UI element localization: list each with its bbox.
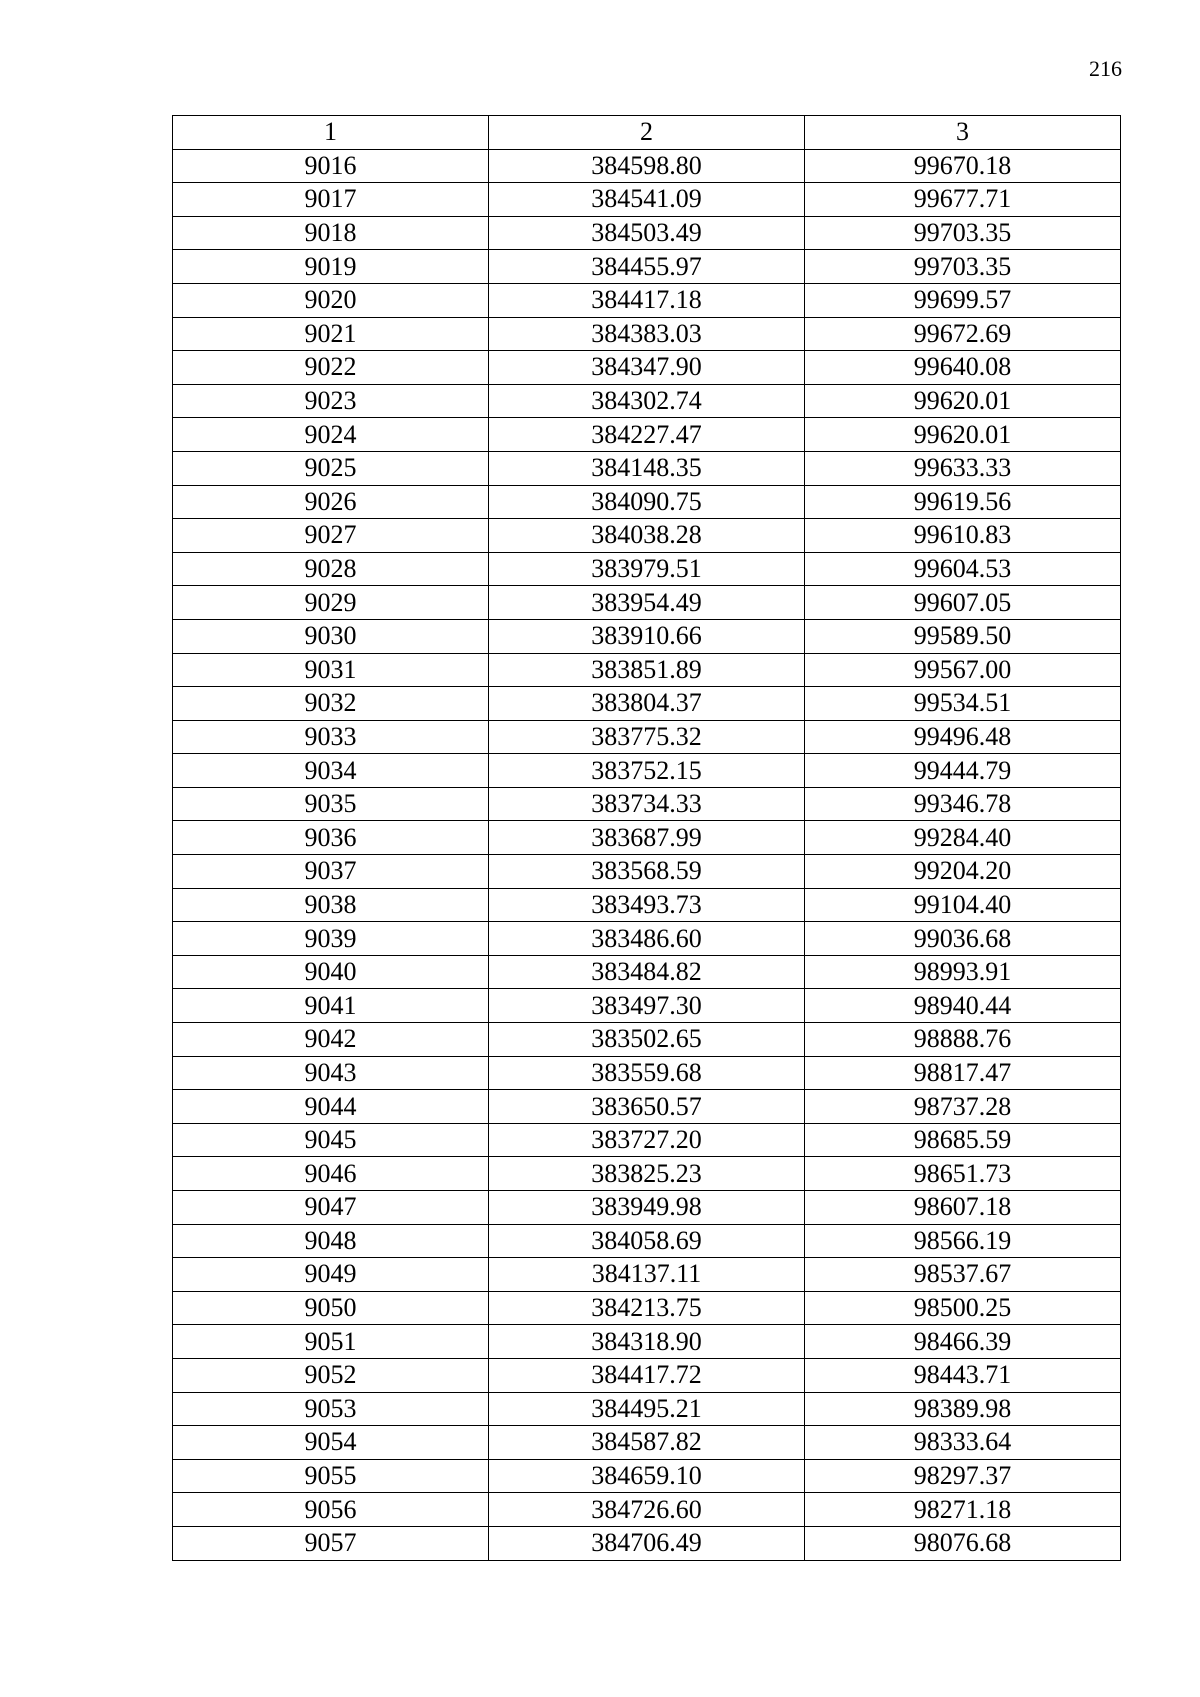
y-coordinate-cell: 98271.18 — [805, 1493, 1121, 1527]
y-coordinate-cell: 99620.01 — [805, 418, 1121, 452]
y-coordinate-cell: 99677.71 — [805, 183, 1121, 217]
point-number-cell: 9050 — [173, 1291, 489, 1325]
column-header: 2 — [489, 116, 805, 150]
y-coordinate-cell: 99640.08 — [805, 351, 1121, 385]
point-number-cell: 9045 — [173, 1123, 489, 1157]
table-row — [173, 1358, 1121, 1392]
y-coordinate-cell: 98389.98 — [805, 1392, 1121, 1426]
y-coordinate-cell: 99567.00 — [805, 653, 1121, 687]
point-number-cell: 9020 — [173, 283, 489, 317]
table-row — [173, 283, 1121, 317]
point-number-cell: 9026 — [173, 485, 489, 519]
table-row — [173, 1493, 1121, 1527]
point-number-cell: 9032 — [173, 687, 489, 721]
point-number-cell: 9041 — [173, 989, 489, 1023]
x-coordinate-cell: 384598.80 — [489, 149, 805, 183]
table-row — [173, 586, 1121, 620]
x-coordinate-cell: 384383.03 — [489, 317, 805, 351]
x-coordinate-cell: 383752.15 — [489, 754, 805, 788]
y-coordinate-cell: 98443.71 — [805, 1358, 1121, 1392]
point-number-cell: 9028 — [173, 552, 489, 586]
table-row — [173, 1191, 1121, 1225]
y-coordinate-cell: 99204.20 — [805, 855, 1121, 889]
y-coordinate-cell: 98297.37 — [805, 1459, 1121, 1493]
point-number-cell: 9046 — [173, 1157, 489, 1191]
x-coordinate-cell: 383650.57 — [489, 1090, 805, 1124]
x-coordinate-cell: 384587.82 — [489, 1426, 805, 1460]
table-header-row — [173, 116, 1121, 150]
column-header: 1 — [173, 116, 489, 150]
x-coordinate-cell: 383484.82 — [489, 955, 805, 989]
table-row — [173, 1459, 1121, 1493]
table-row — [173, 888, 1121, 922]
table-row — [173, 183, 1121, 217]
x-coordinate-cell: 384417.18 — [489, 283, 805, 317]
x-coordinate-cell: 384302.74 — [489, 384, 805, 418]
table-row — [173, 619, 1121, 653]
table-row — [173, 552, 1121, 586]
table-row — [173, 485, 1121, 519]
y-coordinate-cell: 99620.01 — [805, 384, 1121, 418]
y-coordinate-cell: 98500.25 — [805, 1291, 1121, 1325]
x-coordinate-cell: 383559.68 — [489, 1056, 805, 1090]
x-coordinate-cell: 383497.30 — [489, 989, 805, 1023]
x-coordinate-cell: 384726.60 — [489, 1493, 805, 1527]
x-coordinate-cell: 383734.33 — [489, 787, 805, 821]
table-row — [173, 821, 1121, 855]
y-coordinate-cell: 99036.68 — [805, 922, 1121, 956]
y-coordinate-cell: 99610.83 — [805, 519, 1121, 553]
table-row — [173, 1291, 1121, 1325]
table-row — [173, 1157, 1121, 1191]
x-coordinate-cell: 384090.75 — [489, 485, 805, 519]
table-row — [173, 922, 1121, 956]
point-number-cell: 9055 — [173, 1459, 489, 1493]
column-header: 3 — [805, 116, 1121, 150]
y-coordinate-cell: 98607.18 — [805, 1191, 1121, 1225]
point-number-cell: 9029 — [173, 586, 489, 620]
y-coordinate-cell: 99619.56 — [805, 485, 1121, 519]
x-coordinate-cell: 384137.11 — [489, 1258, 805, 1292]
table-row — [173, 1056, 1121, 1090]
y-coordinate-cell: 99672.69 — [805, 317, 1121, 351]
table-row — [173, 855, 1121, 889]
x-coordinate-cell: 384706.49 — [489, 1526, 805, 1560]
point-number-cell: 9036 — [173, 821, 489, 855]
point-number-cell: 9054 — [173, 1426, 489, 1460]
x-coordinate-cell: 383775.32 — [489, 720, 805, 754]
table-row — [173, 1426, 1121, 1460]
table-row — [173, 418, 1121, 452]
y-coordinate-cell: 98537.67 — [805, 1258, 1121, 1292]
y-coordinate-cell: 99670.18 — [805, 149, 1121, 183]
x-coordinate-cell: 383486.60 — [489, 922, 805, 956]
x-coordinate-cell: 384495.21 — [489, 1392, 805, 1426]
point-number-cell: 9025 — [173, 451, 489, 485]
y-coordinate-cell: 99444.79 — [805, 754, 1121, 788]
point-number-cell: 9037 — [173, 855, 489, 889]
table-row — [173, 250, 1121, 284]
y-coordinate-cell: 98566.19 — [805, 1224, 1121, 1258]
table-row — [173, 317, 1121, 351]
y-coordinate-cell: 98993.91 — [805, 955, 1121, 989]
x-coordinate-cell: 383804.37 — [489, 687, 805, 721]
point-number-cell: 9021 — [173, 317, 489, 351]
point-number-cell: 9030 — [173, 619, 489, 653]
y-coordinate-cell: 99703.35 — [805, 250, 1121, 284]
point-number-cell: 9017 — [173, 183, 489, 217]
table-row — [173, 955, 1121, 989]
y-coordinate-cell: 99284.40 — [805, 821, 1121, 855]
x-coordinate-cell: 384213.75 — [489, 1291, 805, 1325]
point-number-cell: 9047 — [173, 1191, 489, 1225]
point-number-cell: 9024 — [173, 418, 489, 452]
x-coordinate-cell: 383568.59 — [489, 855, 805, 889]
point-number-cell: 9023 — [173, 384, 489, 418]
table-row — [173, 1090, 1121, 1124]
y-coordinate-cell: 98737.28 — [805, 1090, 1121, 1124]
x-coordinate-cell: 384038.28 — [489, 519, 805, 553]
point-number-cell: 9042 — [173, 1023, 489, 1057]
table-row — [173, 451, 1121, 485]
coordinates-table — [172, 115, 1121, 1561]
point-number-cell: 9035 — [173, 787, 489, 821]
x-coordinate-cell: 384541.09 — [489, 183, 805, 217]
point-number-cell: 9052 — [173, 1358, 489, 1392]
table-row — [173, 787, 1121, 821]
x-coordinate-cell: 384659.10 — [489, 1459, 805, 1493]
y-coordinate-cell: 98940.44 — [805, 989, 1121, 1023]
table-row — [173, 1258, 1121, 1292]
point-number-cell: 9027 — [173, 519, 489, 553]
table-row — [173, 1123, 1121, 1157]
table-row — [173, 149, 1121, 183]
x-coordinate-cell: 383493.73 — [489, 888, 805, 922]
point-number-cell: 9039 — [173, 922, 489, 956]
x-coordinate-cell: 383910.66 — [489, 619, 805, 653]
y-coordinate-cell: 99496.48 — [805, 720, 1121, 754]
table-row — [173, 351, 1121, 385]
x-coordinate-cell: 384503.49 — [489, 216, 805, 250]
x-coordinate-cell: 383825.23 — [489, 1157, 805, 1191]
y-coordinate-cell: 98466.39 — [805, 1325, 1121, 1359]
y-coordinate-cell: 99633.33 — [805, 451, 1121, 485]
table-row — [173, 519, 1121, 553]
table-body — [173, 116, 1121, 1561]
point-number-cell: 9049 — [173, 1258, 489, 1292]
y-coordinate-cell: 98888.76 — [805, 1023, 1121, 1057]
x-coordinate-cell: 383949.98 — [489, 1191, 805, 1225]
point-number-cell: 9056 — [173, 1493, 489, 1527]
table-row — [173, 653, 1121, 687]
point-number-cell: 9018 — [173, 216, 489, 250]
table-row — [173, 687, 1121, 721]
y-coordinate-cell: 99346.78 — [805, 787, 1121, 821]
x-coordinate-cell: 384058.69 — [489, 1224, 805, 1258]
y-coordinate-cell: 99604.53 — [805, 552, 1121, 586]
point-number-cell: 9034 — [173, 754, 489, 788]
y-coordinate-cell: 98076.68 — [805, 1526, 1121, 1560]
table-row — [173, 384, 1121, 418]
point-number-cell: 9033 — [173, 720, 489, 754]
table-row — [173, 1023, 1121, 1057]
x-coordinate-cell: 384318.90 — [489, 1325, 805, 1359]
x-coordinate-cell: 383851.89 — [489, 653, 805, 687]
x-coordinate-cell: 384455.97 — [489, 250, 805, 284]
y-coordinate-cell: 98817.47 — [805, 1056, 1121, 1090]
table-row — [173, 720, 1121, 754]
point-number-cell: 9016 — [173, 149, 489, 183]
x-coordinate-cell: 384227.47 — [489, 418, 805, 452]
point-number-cell: 9031 — [173, 653, 489, 687]
page-number: 216 — [1089, 56, 1122, 81]
point-number-cell: 9019 — [173, 250, 489, 284]
x-coordinate-cell: 383502.65 — [489, 1023, 805, 1057]
y-coordinate-cell: 98651.73 — [805, 1157, 1121, 1191]
point-number-cell: 9048 — [173, 1224, 489, 1258]
y-coordinate-cell: 98333.64 — [805, 1426, 1121, 1460]
x-coordinate-cell: 383954.49 — [489, 586, 805, 620]
point-number-cell: 9057 — [173, 1526, 489, 1560]
x-coordinate-cell: 384148.35 — [489, 451, 805, 485]
point-number-cell: 9040 — [173, 955, 489, 989]
y-coordinate-cell: 99104.40 — [805, 888, 1121, 922]
table-row — [173, 989, 1121, 1023]
point-number-cell: 9022 — [173, 351, 489, 385]
x-coordinate-cell: 383687.99 — [489, 821, 805, 855]
x-coordinate-cell: 383727.20 — [489, 1123, 805, 1157]
table-row — [173, 1526, 1121, 1560]
point-number-cell: 9053 — [173, 1392, 489, 1426]
table-row — [173, 216, 1121, 250]
table-row — [173, 1392, 1121, 1426]
y-coordinate-cell: 99703.35 — [805, 216, 1121, 250]
y-coordinate-cell: 98685.59 — [805, 1123, 1121, 1157]
table-row — [173, 754, 1121, 788]
y-coordinate-cell: 99534.51 — [805, 687, 1121, 721]
point-number-cell: 9038 — [173, 888, 489, 922]
y-coordinate-cell: 99589.50 — [805, 619, 1121, 653]
x-coordinate-cell: 384347.90 — [489, 351, 805, 385]
point-number-cell: 9044 — [173, 1090, 489, 1124]
point-number-cell: 9043 — [173, 1056, 489, 1090]
table-row — [173, 1224, 1121, 1258]
x-coordinate-cell: 384417.72 — [489, 1358, 805, 1392]
x-coordinate-cell: 383979.51 — [489, 552, 805, 586]
y-coordinate-cell: 99699.57 — [805, 283, 1121, 317]
point-number-cell: 9051 — [173, 1325, 489, 1359]
table-row — [173, 1325, 1121, 1359]
y-coordinate-cell: 99607.05 — [805, 586, 1121, 620]
